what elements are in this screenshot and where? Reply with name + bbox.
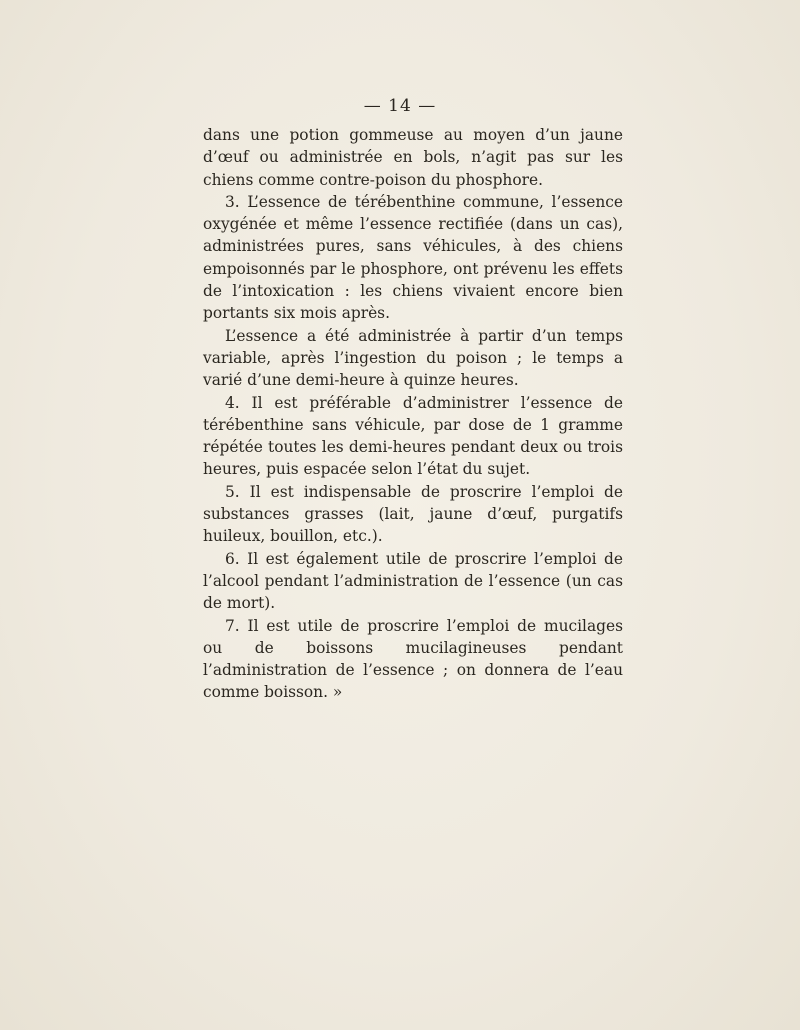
paragraph-item-3: 3. L’essence de térébenthine commune, l’essence oxygénée et même l’essence rectifiée (dans un cas), administrées pures, sans véhicules, à des chiens empoisonnés par le phosphore, ont prévenu les effets de l’intoxication : les chiens vivaient encore bien portants six mois après. (203, 192, 623, 323)
paragraph-continuation: dans une potion gommeuse au moyen d’un jaune d’œuf ou administrée en bols, n’agit pas sur les chiens comme contre-poison du phosphore. (203, 126, 623, 189)
body-text (203, 124, 623, 704)
page-number: — 14 — (363, 96, 437, 116)
paragraph-item-5: 5. Il est indispensable de proscrire l’emploi de substances grasses (lait, jaune d’œuf, purgatifs huileux, bouillon, etc.). (203, 482, 623, 546)
paragraph-item-3-detail: L’essence a été administrée à partir d’un temps variable, après l’ingestion du poison ; le temps a varié d’une demi-heure à quinze heures. (203, 326, 623, 390)
paragraph-item-6: 6. Il est également utile de proscrire l’emploi de l’alcool pendant l’administration de l’essence (un cas de mort). (203, 549, 623, 613)
paragraph-item-4: 4. Il est préférable d’administrer l’essence de térébenthine sans véhicule, par dose de 1 gramme répétée toutes les demi-heures pendant deux ou trois heures, puis espacée selon l’état du sujet. (203, 393, 623, 479)
paragraph-item-7: 7. Il est utile de proscrire l’emploi de mucilages ou de boissons mucilagineuses pendant l’administration de l’essence ; on donnera de l’eau comme boisson. » (203, 616, 623, 702)
